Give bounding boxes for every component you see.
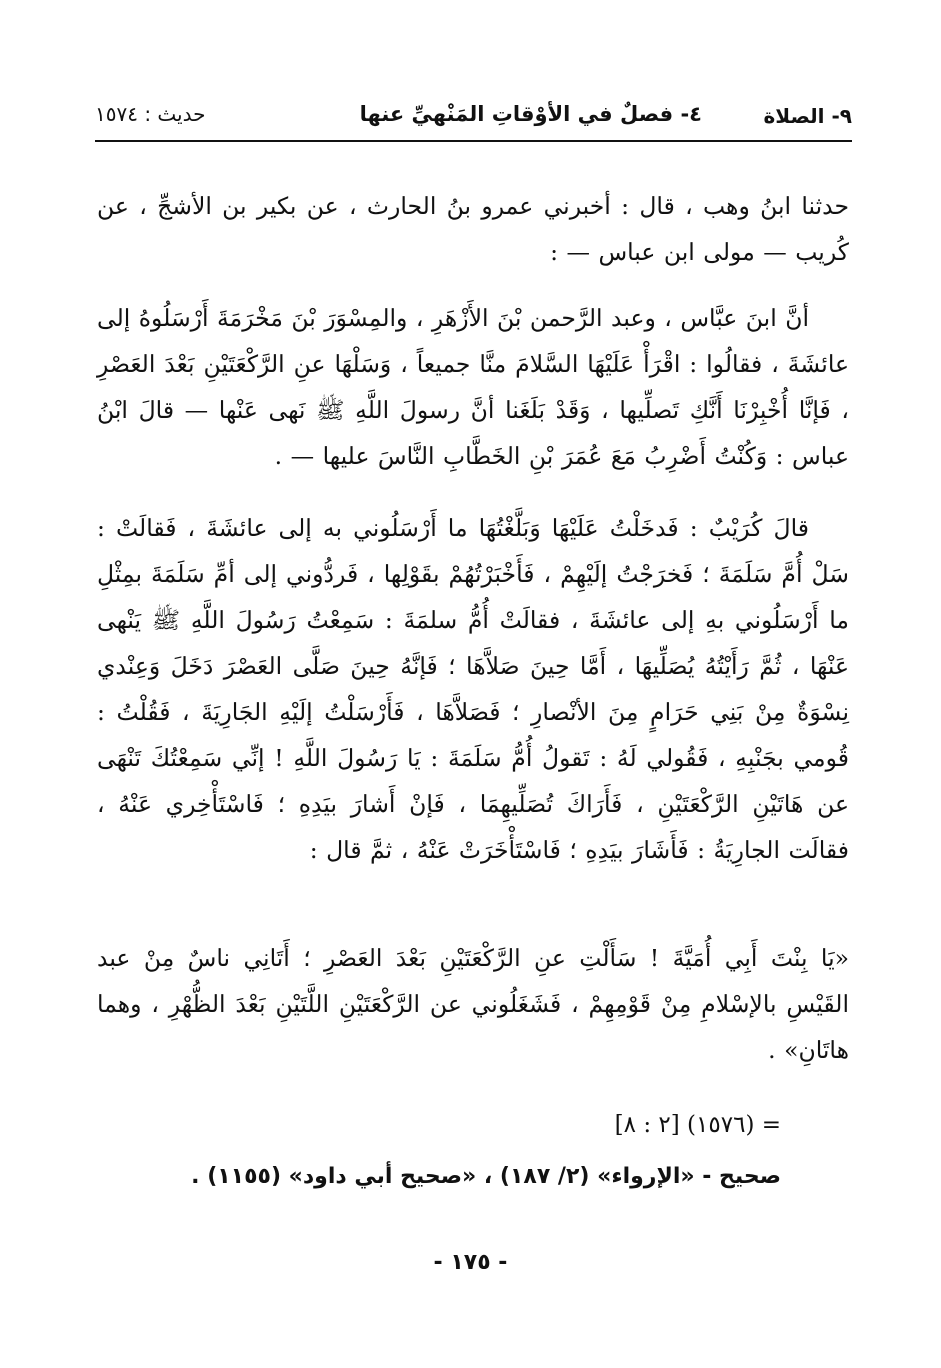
hadith-number: حديث : ١٥٧٤ <box>95 102 206 126</box>
hadith-paragraph-3: «يَا بِنْتَ أَبِي أُمَيَّةَ ! سَأَلْتِ عنِ الرَّكْعَتَيْنِ بَعْدَ العَصْرِ ؛ أَتَانِي ناسٌ مِنْ عبد القَيْسِ بالإسْلامِ مِنْ قَوْمِهِمْ ، فَشَغَلُوني عن الرَّكْعَتَيْنِ اللَّتَيْنِ بَعْدَ الظُّهْرِ ، وهما هاتَانِ» . <box>97 944 849 1064</box>
chapter-title: ٩- الصلاة <box>763 104 852 128</box>
cross-reference: = (١٥٧٦) [٢ : ٨] <box>614 1112 781 1138</box>
hadith-paragraph-2: قالَ كُرَيْبٌ : فَدخَلْتُ عَلَيْهَا وَبَلَّغْتُهَا ما أَرْسَلُوني به إلى عائشَةَ ، فَقالَتْ : سَلْ أُمَّ سَلَمَةَ ؛ فَخرَجْتُ إلَيْهِمْ ، فَأَخْبَرْتُهُمْ بقَوْلِها ، فَردُّوني إلى أمِّ سَلَمَةَ بمِثْلِ ما أَرْسَلُوني بهِ إلى عائشَةَ ، فقالَتْ أُمُّ سلمَةَ : سَمِعْتُ رَسُولَ اللَّهِ ﷺ يَنْهى عَنْهَا ، ثُمَّ رَأَيْتُهُ يُصَلِّيهَا ، أَمَّا حِينَ صَلاَّهَا ؛ فَإنَّهُ حِينَ صَلَّى العَصْرَ دَخَلَ وَعِنْدي نِسْوَةٌ مِنْ بَنِي حَرَامٍ مِنَ الأنْصارِ ؛ فَصَلاَّهَا ، فَأَرْسَلْتُ إلَيْهِ الجَارِيَةَ ، فَقُلْتُ : قُومي بجَنْبِهِ ، فَقُولي لَهُ : تَقولُ أُمُّ سَلَمَةَ : يَا رَسُولَ اللَّهِ ! إنِّي سَمِعْتُكَ تَنْهَى عن هَاتَيْنِ الرَّكْعَتَيْنِ ، فَأَرَاكَ تُصَلِّيهِمَا ، فَإنْ أَشارَ بيَدِهِ ؛ فَاسْتَأْخِري عَنْهُ ، فقالَت الجارِيَةُ : فَأَشَارَ بيَدِهِ ؛ فَاسْتَأْخَرَتْ عَنْهُ ، ثمَّ قال : <box>97 514 849 864</box>
hadith-paragraph-1: أنَّ ابنَ عبَّاس ، وعبد الرَّحمن بْنَ الأَزْهَرِ ، والمِسْوَرَ بْنَ مَخْرَمَةَ أَرْسَلُوهُ إلى عائشَةَ ، فقالُوا : اقْرَأْ عَلَيْهَا السَّلامَ منَّا جميعاً ، وَسَلْهَا عنِ الرَّكْعَتَيْنِ بَعْدَ العَصْرِ ، فَإنَّا أُخْبِرْنَا أَنَّكِ تَصلِّيها ، وَقَدْ بَلَغَنا أنَّ رسولَ اللَّهِ ﷺ نَهى عَنْها — قالَ ابْنُ عباس : وَكُنْتُ أَضْرِبُ مَعَ عُمَرَ بْنِ الخَطَّابِ النَّاسَ عليها — . <box>97 304 849 470</box>
page-number: - ١٧٥ - <box>433 1250 508 1275</box>
page-header <box>95 96 852 136</box>
section-title: ٤- فصلٌ في الأوْقاتِ المَنْهيِّ عنها <box>359 102 702 126</box>
hadith-grading: صحيح - «الإرواء» (٢/ ١٨٧) ، «صحيح أبي داود» (١١٥٥) . <box>191 1164 781 1189</box>
header-rule <box>95 140 852 142</box>
isnad-paragraph: حدثنا ابنُ وهب ، قال : أخبرني عمرو بنُ الحارث ، عن بكير بن الأشجِّ ، عن كُريب — مولى ابن عباس — : <box>97 192 849 266</box>
